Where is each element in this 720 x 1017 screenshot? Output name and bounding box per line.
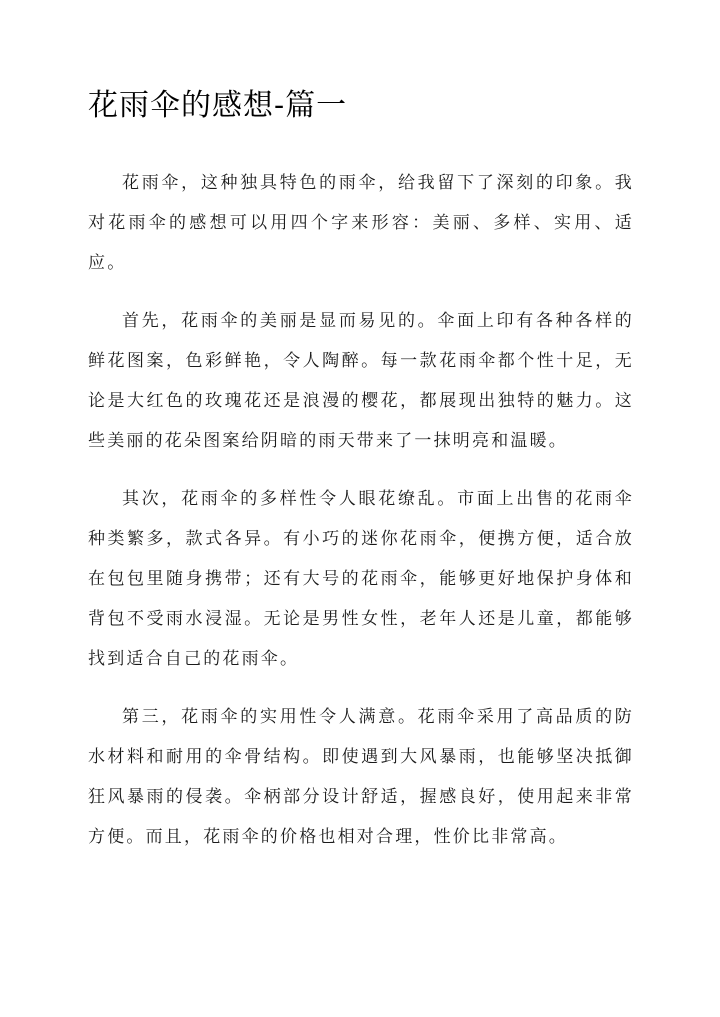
paragraph-beauty: 首先，花雨伞的美丽是显而易见的。伞面上印有各种各样的鲜花图案，色彩鲜艳，令人陶醉。每一款花雨伞都个性十足，无论是大红色的玫瑰花还是浪漫的樱花，都展现出独特的魅力。这些美丽的花朵图案给阴暗的雨天带来了一抹明亮和温暖。	[88, 311, 634, 451]
paragraph-variety: 其次，花雨伞的多样性令人眼花缭乱。市面上出售的花雨伞种类繁多，款式各异。有小巧的迷你花雨伞，便携方便，适合放在包包里随身携带；还有大号的花雨伞，能够更好地保护身体和背包不受雨水浸湿。无论是男性女性，老年人还是儿童，都能够找到适合自己的花雨伞。	[88, 489, 634, 669]
paragraph-practicality: 第三，花雨伞的实用性令人满意。花雨伞采用了高品质的防水材料和耐用的伞骨结构。即使遇到大风暴雨，也能够坚决抵御狂风暴雨的侵袭。伞柄部分设计舒适，握感良好，使用起来非常方便。而且，花雨伞的价格也相对合理，性价比非常高。	[88, 707, 634, 847]
paragraph-intro: 花雨伞，这种独具特色的雨伞，给我留下了深刻的印象。我对花雨伞的感想可以用四个字来形容：美丽、多样、实用、适应。	[88, 173, 634, 273]
document-title: 花雨伞的感想-篇一	[88, 88, 348, 123]
document-body	[88, 163, 634, 857]
